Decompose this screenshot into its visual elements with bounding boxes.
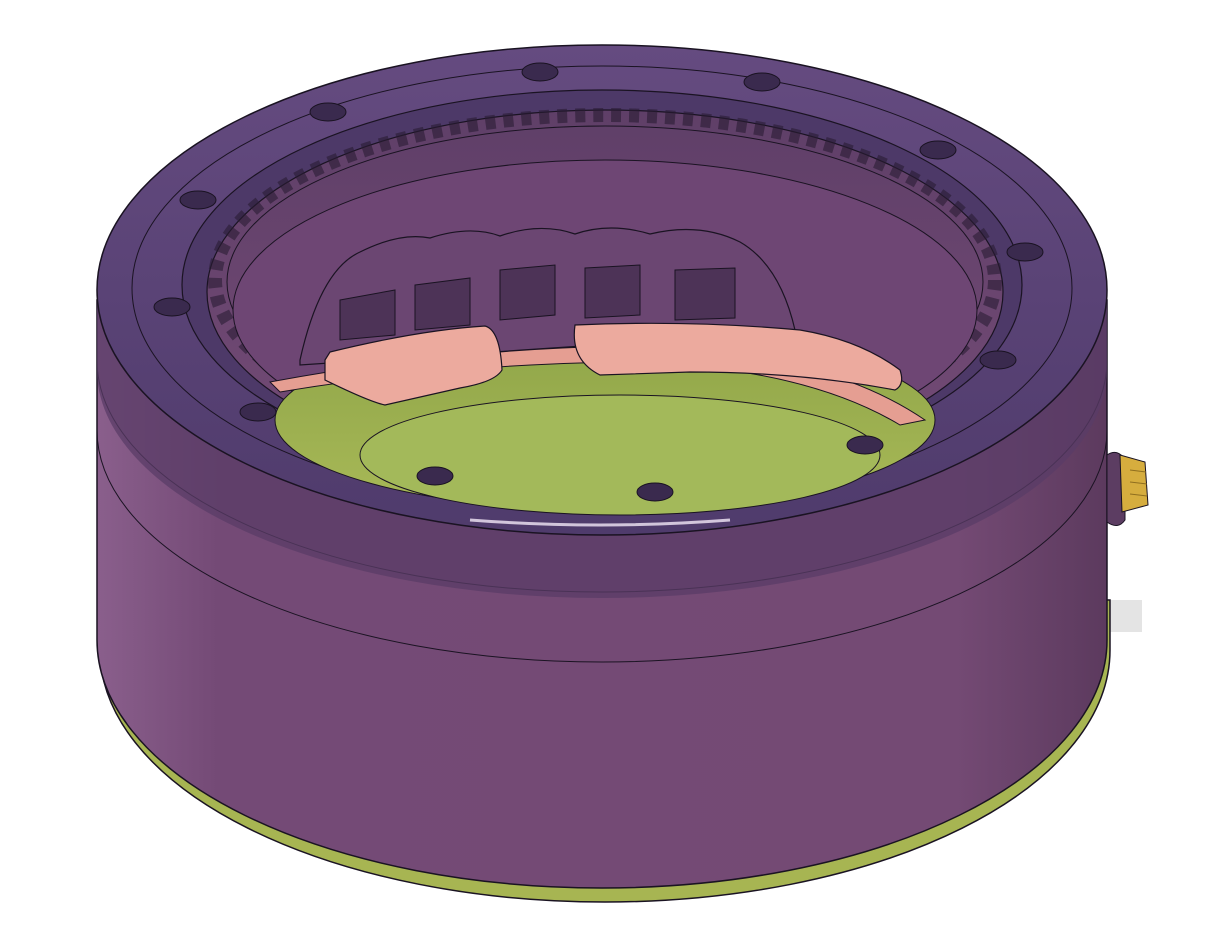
finger-pocket xyxy=(500,265,555,320)
bolt-hole xyxy=(744,73,780,91)
finger-pocket xyxy=(675,268,735,320)
bolt-hole xyxy=(522,63,558,81)
bolt-hole xyxy=(240,403,276,421)
bolt-hole xyxy=(310,103,346,121)
bolt-hole xyxy=(920,141,956,159)
bolt-hole xyxy=(1007,243,1043,261)
floor-recess xyxy=(360,395,880,515)
bolt-hole xyxy=(154,298,190,316)
bolt-hole xyxy=(637,483,673,501)
ground-shadow xyxy=(1110,600,1142,632)
side-connector xyxy=(1107,452,1148,525)
finger-pocket xyxy=(585,265,640,318)
bolt-hole xyxy=(180,191,216,209)
bolt-hole xyxy=(980,351,1016,369)
bolt-hole xyxy=(847,436,883,454)
finger-pocket xyxy=(415,278,470,330)
bolt-hole xyxy=(417,467,453,485)
